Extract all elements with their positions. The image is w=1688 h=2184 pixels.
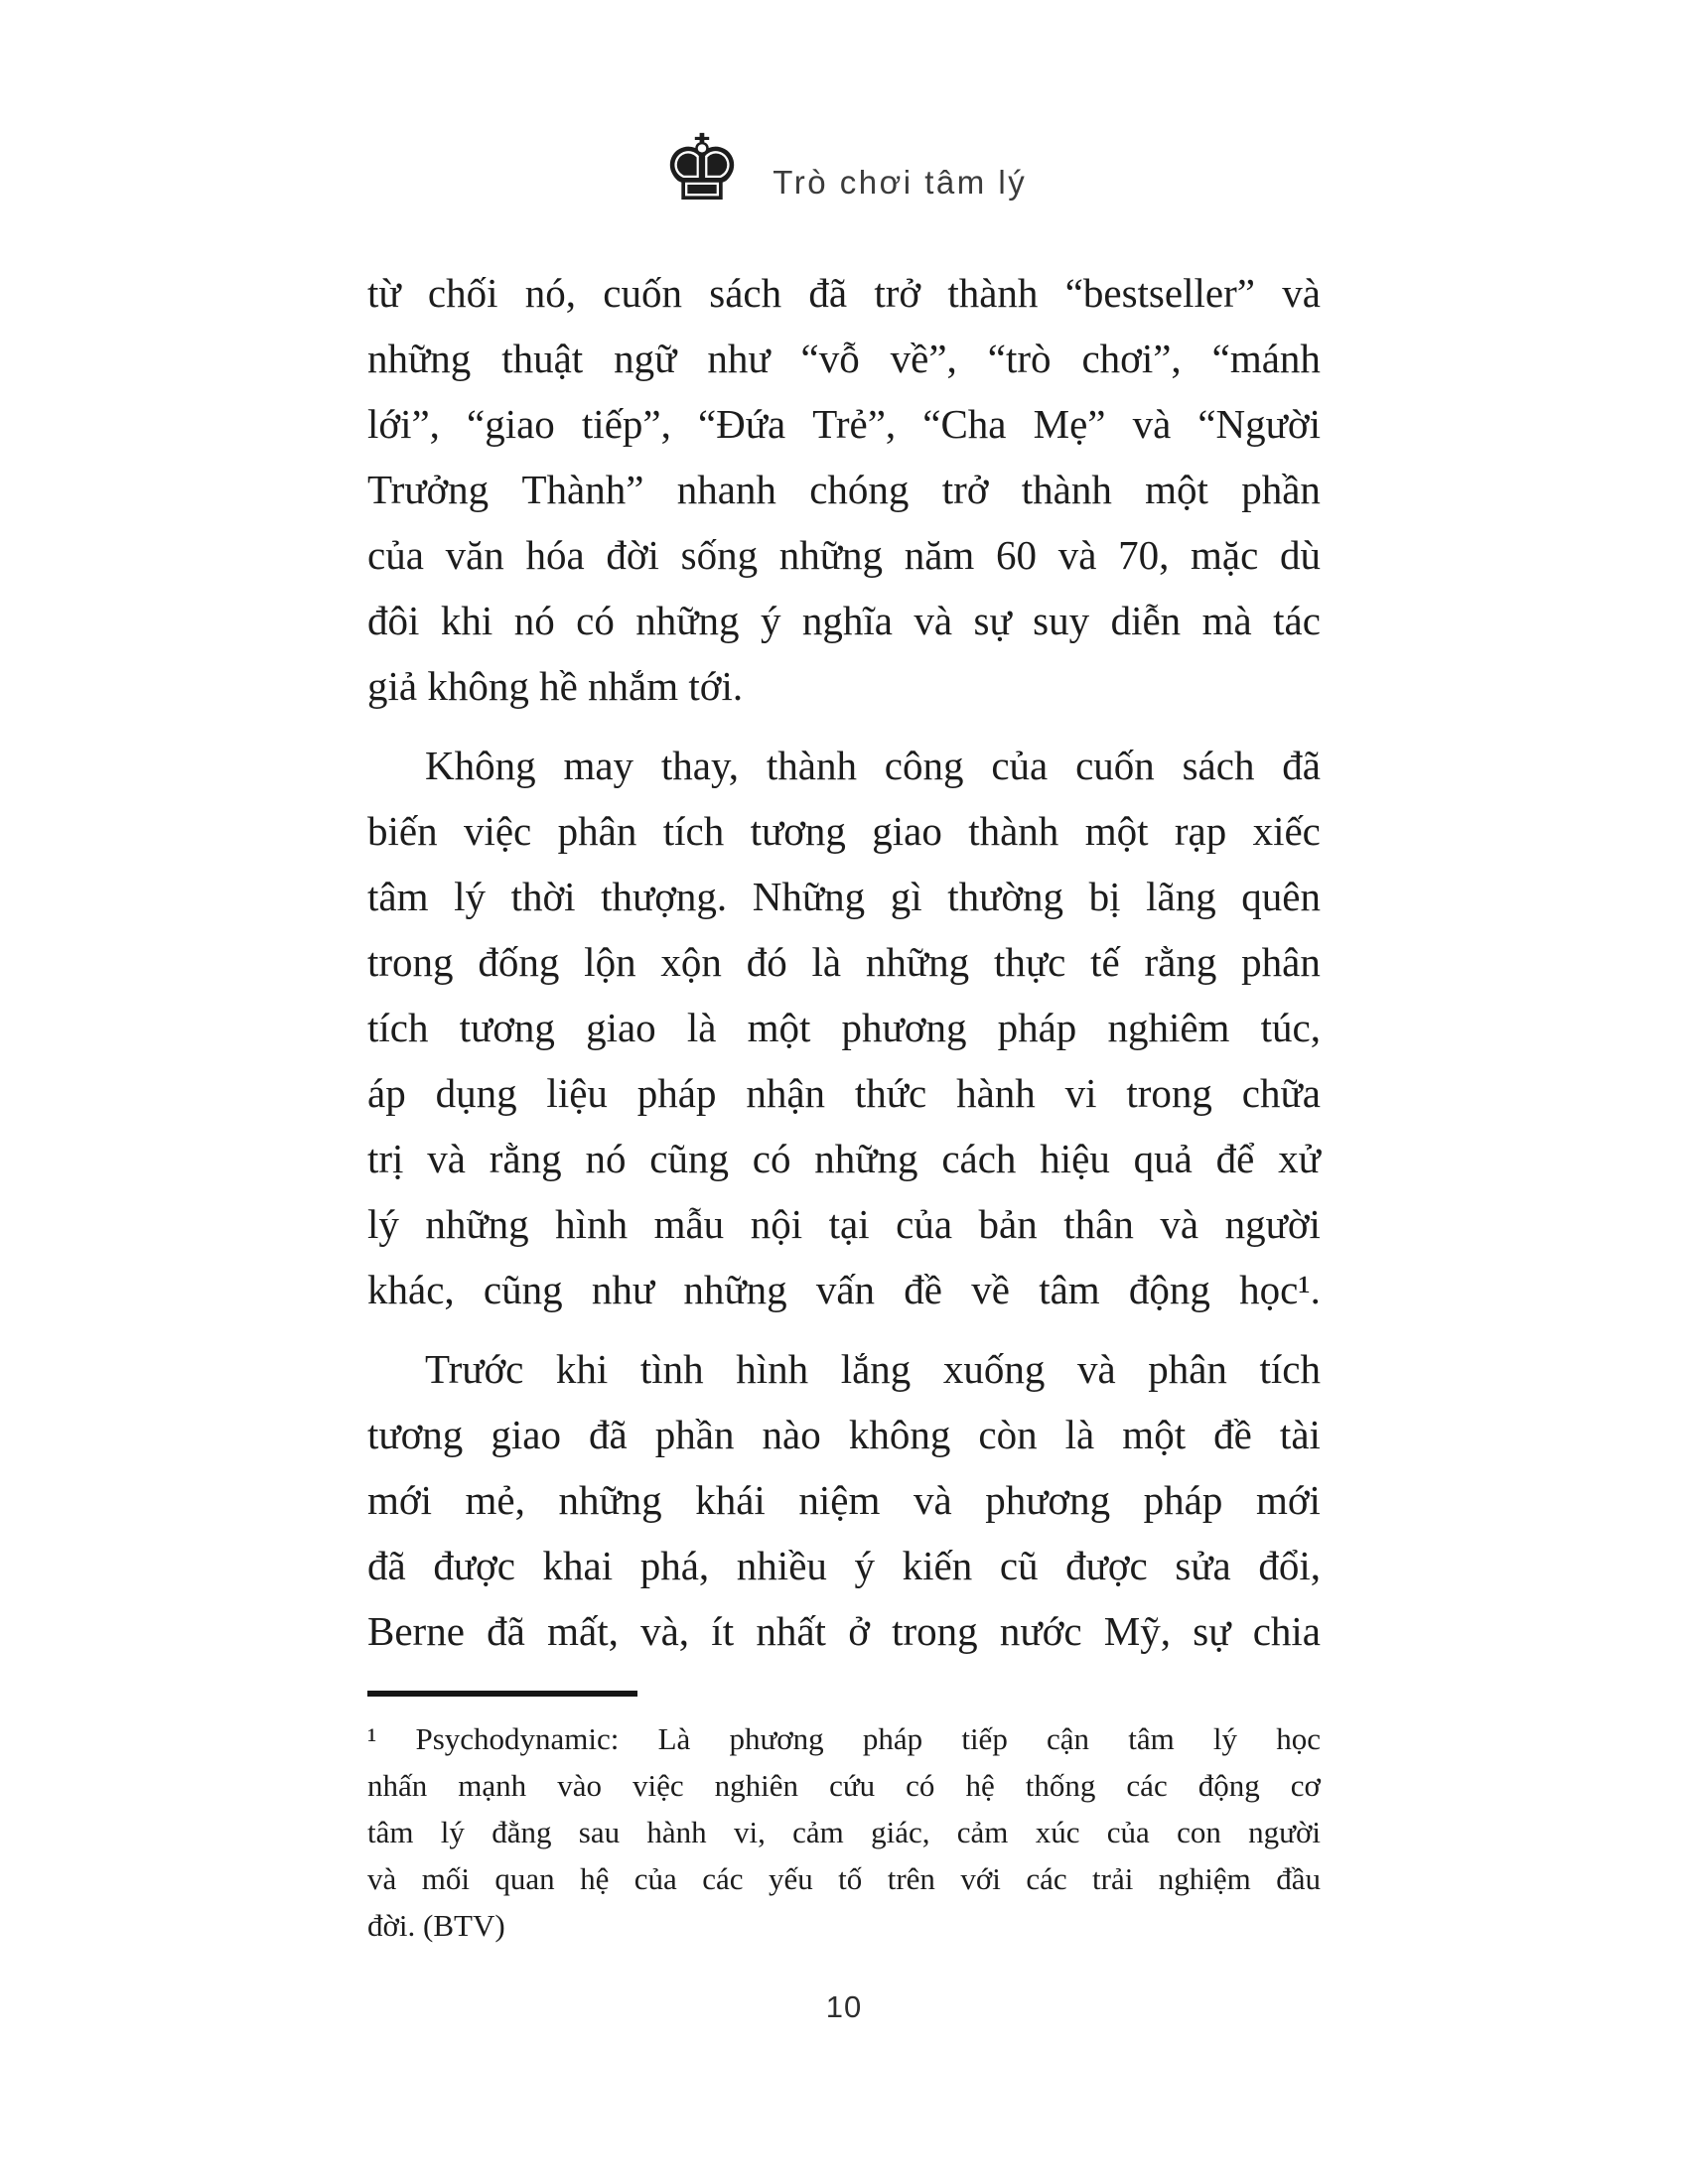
text-line: trị và rằng nó cũng có những cách hiệu quả để xử (367, 1136, 1321, 1181)
body-paragraph (367, 260, 1321, 719)
text-line: những thuật ngữ như “vỗ về”, “trò chơi”, “mánh (367, 336, 1321, 381)
running-head-title: Trò chơi tâm lý (773, 164, 1028, 202)
footnote-paragraph (367, 1715, 1321, 1949)
text-line: đời. (BTV) (367, 1908, 505, 1943)
text-line: giả không hề nhắm tới. (367, 663, 744, 709)
text-line: Trưởng Thành” nhanh chóng trở thành một phần (367, 467, 1321, 512)
text-line: của văn hóa đời sống những năm 60 và 70, mặc dù (367, 532, 1321, 578)
text-line: Không may thay, thành công của cuốn sách đã (425, 743, 1321, 788)
running-head (0, 115, 1688, 221)
text-line: tâm lý thời thượng. Những gì thường bị lãng quên (367, 874, 1321, 919)
body-paragraph (367, 1336, 1321, 1664)
body-text (367, 260, 1321, 1664)
text-line: tâm lý đằng sau hành vi, cảm giác, cảm xúc của con người (367, 1815, 1321, 1849)
body-paragraph (367, 733, 1321, 1322)
text-line: từ chối nó, cuốn sách đã trở thành “bestseller” và (367, 270, 1321, 316)
text-line: lý những hình mẫu nội tại của bản thân và người (367, 1201, 1321, 1247)
text-line: khác, cũng như những vấn đề về tâm động học¹. (367, 1267, 1321, 1312)
text-line: tương giao đã phần nào không còn là một đề tài (367, 1412, 1321, 1457)
text-line: và mối quan hệ của các yếu tố trên với các trải nghiệm đầu (367, 1861, 1321, 1896)
text-line: nhấn mạnh vào việc nghiên cứu có hệ thống các động cơ (367, 1768, 1321, 1803)
text-line: trong đống lộn xộn đó là những thực tế rằng phân (367, 939, 1321, 985)
text-line: ¹ Psychodynamic: Là phương pháp tiếp cận tâm lý học (367, 1721, 1321, 1756)
text-line: Trước khi tình hình lắng xuống và phân tích (425, 1346, 1321, 1392)
footnote (367, 1715, 1321, 1949)
chess-king-icon: ♚ (660, 115, 744, 221)
text-line: mới mẻ, những khái niệm và phương pháp mới (367, 1477, 1321, 1523)
text-line: đã được khai phá, nhiều ý kiến cũ được sửa đổi, (367, 1543, 1321, 1588)
text-line: tích tương giao là một phương pháp nghiêm túc, (367, 1005, 1321, 1050)
text-line: lới”, “giao tiếp”, “Đứa Trẻ”, “Cha Mẹ” và “Người (367, 401, 1321, 447)
page-number: 10 (825, 1989, 863, 2024)
text-line: áp dụng liệu pháp nhận thức hành vi trong chữa (367, 1070, 1321, 1116)
footnote-separator (367, 1691, 637, 1697)
text-line: đôi khi nó có những ý nghĩa và sự suy diễn mà tác (367, 598, 1321, 643)
text-line: biến việc phân tích tương giao thành một rạp xiếc (367, 808, 1321, 854)
text-line: Berne đã mất, và, ít nhất ở trong nước Mỹ, sự chia (367, 1608, 1321, 1654)
